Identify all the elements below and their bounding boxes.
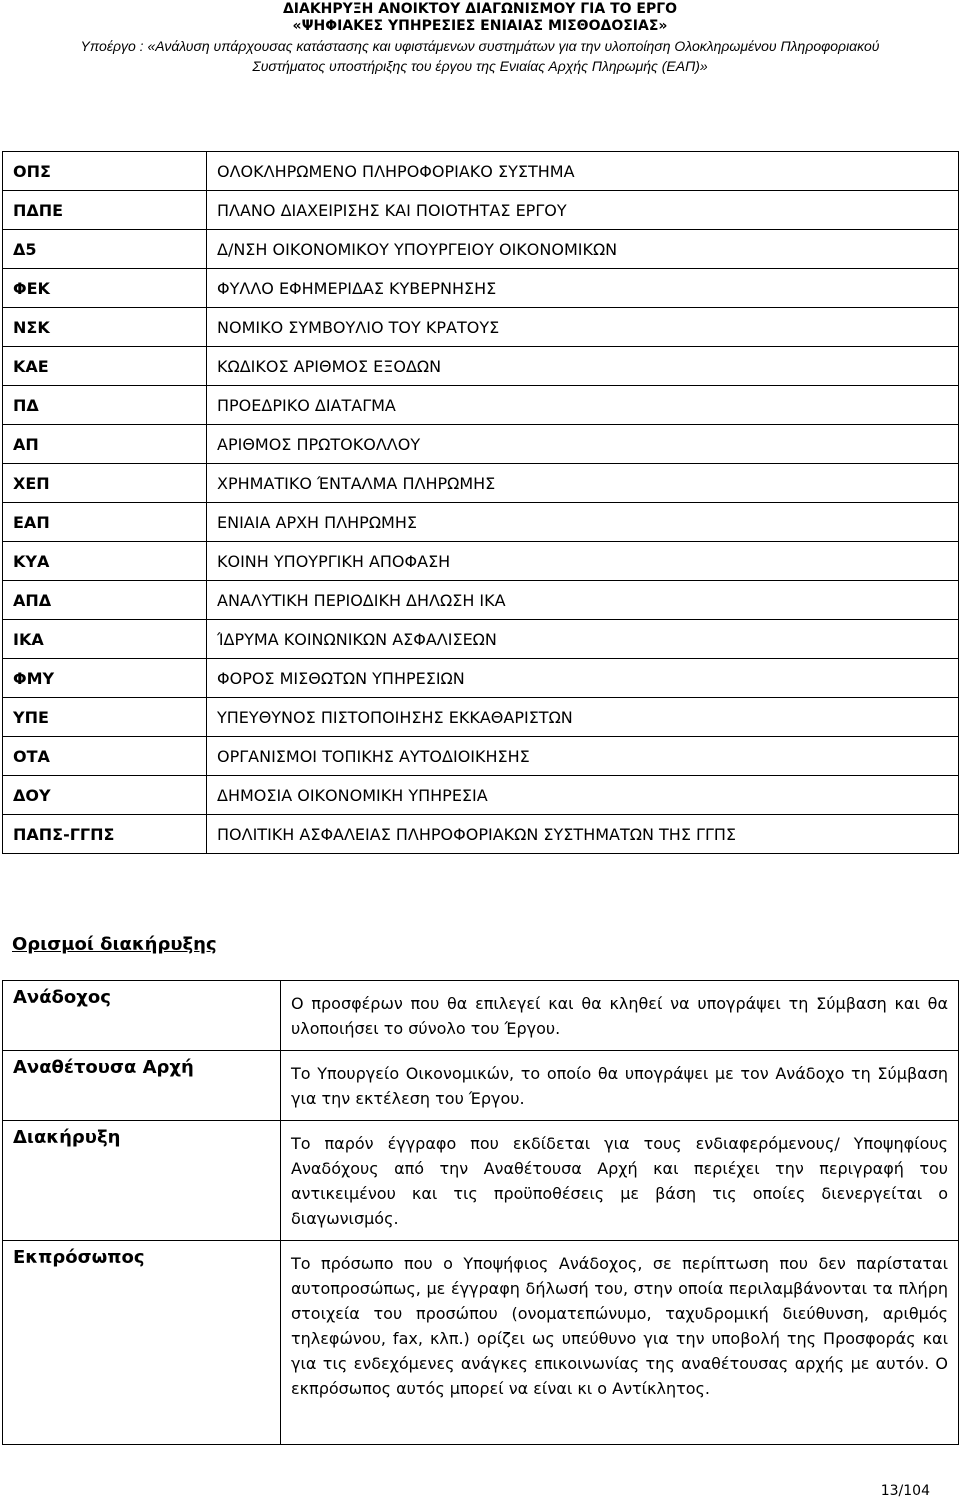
abbreviation-meaning: ΟΡΓΑΝΙΣΜΟΙ ΤΟΠΙΚΗΣ ΑΥΤΟΔΙΟΙΚΗΣΗΣ bbox=[207, 737, 959, 776]
abbreviation-row bbox=[3, 698, 959, 737]
abbreviation-meaning: Δ/ΝΣΗ ΟΙΚΟΝΟΜΙΚΟΥ ΥΠΟΥΡΓΕΙΟΥ ΟΙΚΟΝΟΜΙΚΩΝ bbox=[207, 230, 959, 269]
abbreviation-row bbox=[3, 542, 959, 581]
definitions-table bbox=[2, 980, 959, 1445]
abbreviation-meaning: ΠΡΟΕΔΡΙΚΟ ΔΙΑΤΑΓΜΑ bbox=[207, 386, 959, 425]
abbreviation-meaning: ΑΝΑΛΥΤΙΚΗ ΠΕΡΙΟΔΙΚΗ ΔΗΛΩΣΗ ΙΚΑ bbox=[207, 581, 959, 620]
abbreviation-meaning: ΊΔΡΥΜΑ ΚΟΙΝΩΝΙΚΩΝ ΑΣΦΑΛΙΣΕΩΝ bbox=[207, 620, 959, 659]
abbreviation-row bbox=[3, 581, 959, 620]
abbreviation-meaning: ΑΡΙΘΜΟΣ ΠΡΩΤΟΚΟΛΛΟΥ bbox=[207, 425, 959, 464]
abbreviation-meaning: ΦΟΡΟΣ ΜΙΣΘΩΤΩΝ ΥΠΗΡΕΣΙΩΝ bbox=[207, 659, 959, 698]
definition-row bbox=[3, 1120, 959, 1241]
abbreviation-key: ΝΣΚ bbox=[3, 308, 207, 347]
abbreviation-key: ΙΚΑ bbox=[3, 620, 207, 659]
abbreviation-meaning: ΥΠΕΥΘΥΝΟΣ ΠΙΣΤΟΠΟΙΗΣΗΣ ΕΚΚΑΘΑΡΙΣΤΩΝ bbox=[207, 698, 959, 737]
abbreviation-key: ΠΔ bbox=[3, 386, 207, 425]
abbreviation-row bbox=[3, 659, 959, 698]
abbreviation-row bbox=[3, 347, 959, 386]
abbreviation-key: ΧΕΠ bbox=[3, 464, 207, 503]
abbreviation-key: ΟΤΑ bbox=[3, 737, 207, 776]
abbreviation-row bbox=[3, 230, 959, 269]
abbreviation-meaning: ΕΝΙΑΙΑ ΑΡΧΗ ΠΛΗΡΩΜΗΣ bbox=[207, 503, 959, 542]
abbreviation-key: Δ5 bbox=[3, 230, 207, 269]
abbreviation-meaning: ΧΡΗΜΑΤΙΚΟ ΈΝΤΑΛΜΑ ΠΛΗΡΩΜΗΣ bbox=[207, 464, 959, 503]
abbreviation-meaning: ΚΩΔΙΚΟΣ ΑΡΙΘΜΟΣ ΕΞΟΔΩΝ bbox=[207, 347, 959, 386]
header-project-name: «ΨΗΦΙΑΚΕΣ ΥΠΗΡΕΣΙΕΣ ΕΝΙΑΙΑΣ ΜΙΣΘΟΔΟΣΙΑΣ» bbox=[292, 18, 668, 34]
abbreviation-row bbox=[3, 152, 959, 191]
abbreviation-key: ΑΠ bbox=[3, 425, 207, 464]
abbreviation-row bbox=[3, 815, 959, 854]
abbreviation-key: ΚΑΕ bbox=[3, 347, 207, 386]
definition-term: Εκπρόσωπος bbox=[3, 1241, 281, 1445]
abbreviation-key: ΥΠΕ bbox=[3, 698, 207, 737]
abbreviation-key: ΠΔΠΕ bbox=[3, 191, 207, 230]
definition-term: Διακήρυξη bbox=[3, 1120, 281, 1241]
abbreviation-key: ΚΥΑ bbox=[3, 542, 207, 581]
abbreviation-meaning: ΚΟΙΝΗ ΥΠΟΥΡΓΙΚΗ ΑΠΟΦΑΣΗ bbox=[207, 542, 959, 581]
abbreviation-key: ΦΕΚ bbox=[3, 269, 207, 308]
definition-row bbox=[3, 1050, 959, 1120]
abbreviation-row bbox=[3, 503, 959, 542]
definition-row bbox=[3, 1241, 959, 1445]
abbreviation-key: ΑΠΔ bbox=[3, 581, 207, 620]
abbreviation-row bbox=[3, 386, 959, 425]
abbreviation-key: ΦΜΥ bbox=[3, 659, 207, 698]
page-number: 13/104 bbox=[880, 1483, 930, 1499]
abbreviation-meaning: ΔΗΜΟΣΙΑ ΟΙΚΟΝΟΜΙΚΗ ΥΠΗΡΕΣΙΑ bbox=[207, 776, 959, 815]
abbreviation-row bbox=[3, 776, 959, 815]
abbreviation-row bbox=[3, 620, 959, 659]
definition-term: Ανάδοχος bbox=[3, 981, 281, 1051]
definition-row bbox=[3, 981, 959, 1051]
definition-text: Το παρόν έγγραφο που εκδίδεται για τους ενδιαφερόμενους/ Υποψηφίους Αναδόχους από την Αναθέτουσα Αρχή και περιέχει την περιγραφή του αντικειμένου και τις προϋποθέσεις με βάση τις οποίες διενεργείται ο διαγωνισμός. bbox=[281, 1120, 959, 1241]
abbreviation-row bbox=[3, 269, 959, 308]
abbreviations-table-body bbox=[3, 152, 959, 854]
abbreviation-key: ΕΑΠ bbox=[3, 503, 207, 542]
abbreviation-meaning: ΟΛΟΚΛΗΡΩΜΕΝΟ ΠΛΗΡΟΦΟΡΙΑΚΟ ΣΥΣΤΗΜΑ bbox=[207, 152, 959, 191]
abbreviation-key: ΟΠΣ bbox=[3, 152, 207, 191]
abbreviation-meaning: ΠΟΛΙΤΙΚΗ ΑΣΦΑΛΕΙΑΣ ΠΛΗΡΟΦΟΡΙΑΚΩΝ ΣΥΣΤΗΜΑΤΩΝ ΤΗΣ ΓΓΠΣ bbox=[207, 815, 959, 854]
definition-text: Το Υπουργείο Οικονομικών, το οποίο θα υπογράψει με τον Ανάδοχο τη Σύμβαση για την εκτέλεση του Έργου. bbox=[281, 1050, 959, 1120]
abbreviation-key: ΔΟΥ bbox=[3, 776, 207, 815]
header-subproject-line1: Υποέργο : «Ανάλυση υπάρχουσας κατάστασης και υφιστάμενων συστημάτων για την υλοποίηση Ολοκληρωμένου Πληροφοριακού bbox=[80, 38, 880, 54]
definition-term: Αναθέτουσα Αρχή bbox=[3, 1050, 281, 1120]
abbreviation-meaning: ΝΟΜΙΚΟ ΣΥΜΒΟΥΛΙΟ ΤΟΥ ΚΡΑΤΟΥΣ bbox=[207, 308, 959, 347]
abbreviation-row bbox=[3, 308, 959, 347]
definition-text: Ο προσφέρων που θα επιλεγεί και θα κληθεί να υπογράψει τη Σύμβαση και θα υλοποιήσει το σύνολο του Έργου. bbox=[281, 981, 959, 1051]
header-subproject-line2: Συστήματος υποστήριξης του έργου της Ενιαίας Αρχής Πληρωμής (ΕΑΠ)» bbox=[252, 58, 708, 74]
abbreviation-row bbox=[3, 191, 959, 230]
header-tender-title: ΔΙΑΚΗΡΥΞΗ ΑΝΟΙΚΤΟΥ ΔΙΑΓΩΝΙΣΜΟΥ ΓΙΑ ΤΟ ΕΡΓΟ bbox=[282, 1, 678, 17]
abbreviation-row bbox=[3, 464, 959, 503]
abbreviation-meaning: ΦΥΛΛΟ ΕΦΗΜΕΡΙΔΑΣ ΚΥΒΕΡΝΗΣΗΣ bbox=[207, 269, 959, 308]
abbreviation-row bbox=[3, 737, 959, 776]
abbreviations-table bbox=[2, 151, 959, 854]
abbreviation-meaning: ΠΛΑΝΟ ΔΙΑΧΕΙΡΙΣΗΣ ΚΑΙ ΠΟΙΟΤΗΤΑΣ ΕΡΓΟΥ bbox=[207, 191, 959, 230]
definitions-title: Ορισμοί διακήρυξης bbox=[12, 934, 217, 955]
abbreviation-key: ΠΑΠΣ-ΓΓΠΣ bbox=[3, 815, 207, 854]
definition-text: Το πρόσωπο που ο Υποψήφιος Ανάδοχος, σε περίπτωση που δεν παρίσταται αυτοπροσώπως, με έγγραφη δήλωσή του, στην οποία περιλαμβάνονται τα πλήρη στοιχεία του προσώπου (ονοματεπώνυμο, ταχυδρομική διεύθυνση, αριθμός τηλεφώνου, fax, κλπ.) ορίζει ως υπεύθυνο για την υποβολή της Προσφοράς και για τις ενδεχόμενες ανάγκες επικοινωνίας της αναθέτουσας αρχής με αυτόν. Ο εκπρόσωπος αυτός μπορεί να είναι κι ο Αντίκλητος. bbox=[281, 1241, 959, 1445]
abbreviation-row bbox=[3, 425, 959, 464]
